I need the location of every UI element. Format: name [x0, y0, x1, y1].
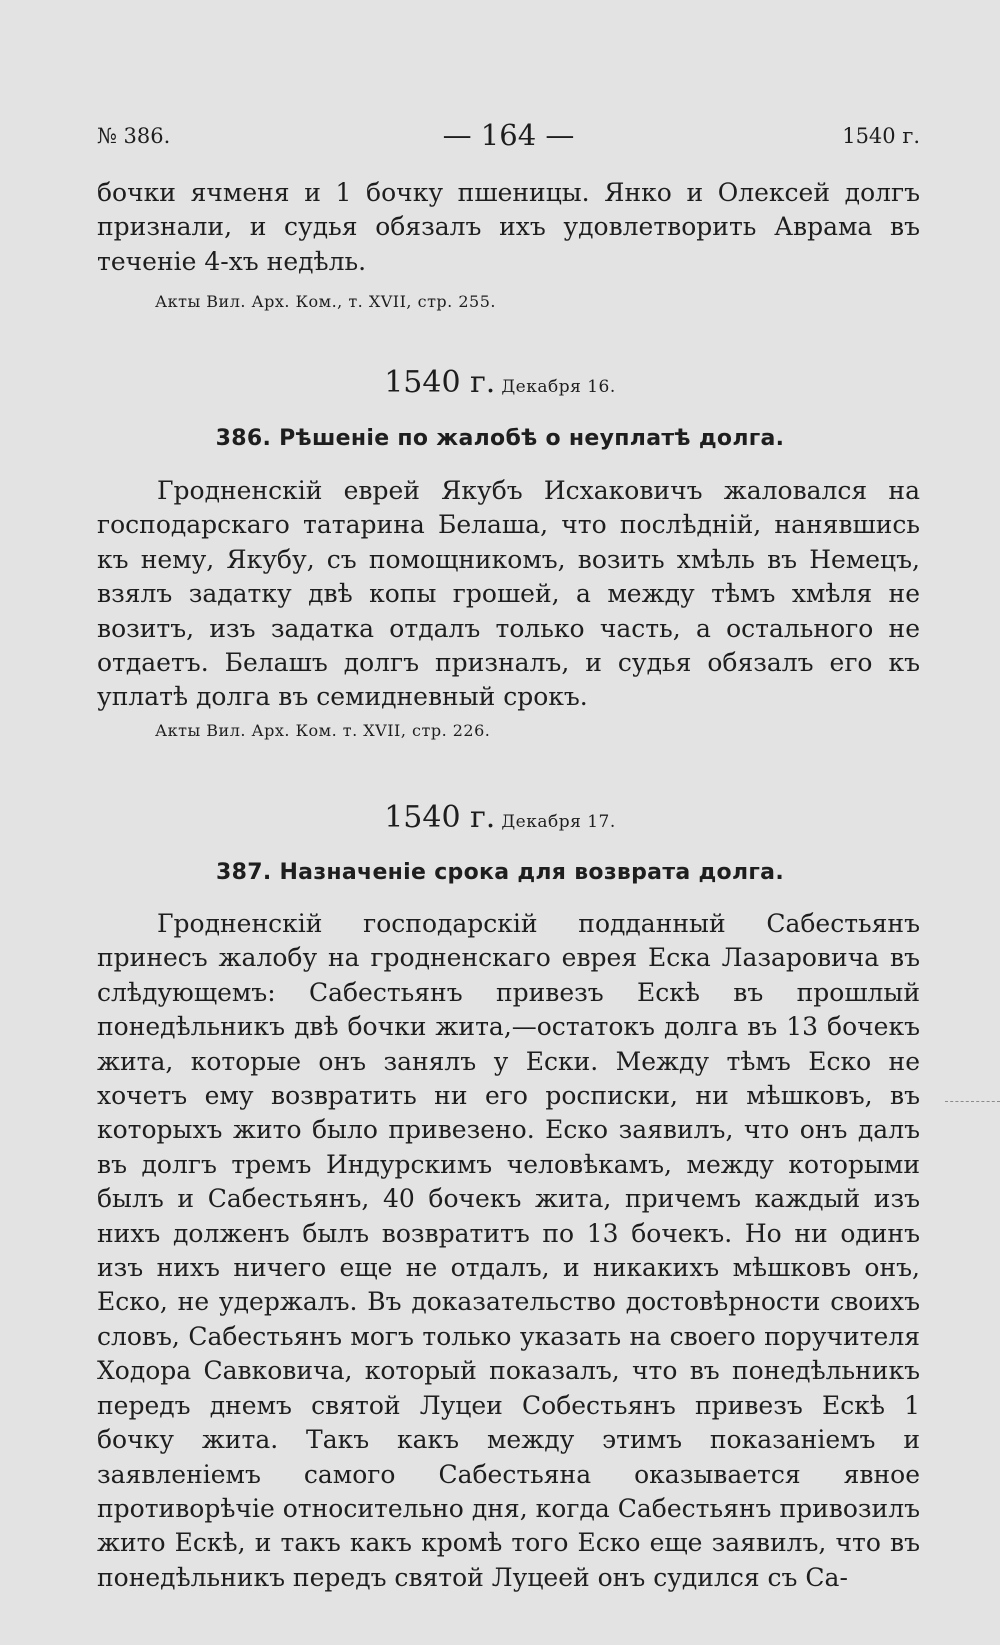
entry-386-text: Гродненскій еврей Якубъ Исхаковичъ жаловался на господарскаго татарина Белаша, что послѣдній, нанявшись къ нему, Якубу, съ помощникомъ, возить хмѣль въ Немецъ, взялъ задатку двѣ копы грошей, а между тѣмъ хмѣля не возитъ, изъ задатка отдалъ только часть, а остального не отдаетъ. Белашъ долгъ призналъ, и судья обязалъ его къ уплатѣ долга въ семидневный срокъ.: [97, 476, 920, 712]
entry-386-day: Декабря 16.: [501, 377, 616, 397]
entry-387-title: 387. Назначеніе срока для возврата долга.: [216, 860, 784, 885]
header-year: 1540 г.: [842, 124, 920, 148]
entry-387-date: [0, 800, 1000, 835]
margin-dash-mark: [945, 1101, 1000, 1102]
entry-386-paragraph: [97, 474, 920, 715]
entry-386-title: 386. Рѣшеніе по жалобѣ о неуплатѣ долга.: [215, 426, 785, 451]
continued-source-citation: Акты Вил. Арх. Ком., т. XVII, стр. 255.: [155, 292, 496, 311]
entry-387-day: Декабря 17.: [501, 812, 616, 832]
entry-386-year: 1540 г.: [384, 365, 496, 400]
entry-387-paragraph: [97, 907, 920, 1595]
entry-387-year: 1540 г.: [384, 800, 496, 835]
page-number: — 164 —: [442, 118, 575, 152]
entry-387-text: Гродненскій господарскій подданный Сабестьянъ принесъ жалобу на гродненскаго еврея Еска Лазаровича въ слѣдующемъ: Сабестьянъ привезъ Ескѣ въ прошлый понедѣльникъ двѣ бочки жита,—остатокъ долга въ 13 бочекъ жита, которые онъ занялъ у Ески. Между тѣмъ Еско не хочетъ ему возвратить ни его росписки, ни мѣшковъ, въ которыхъ жито было привезено. Еско заявилъ, что онъ далъ въ долгъ тремъ Индурскимъ человѣкамъ, между которыми былъ и Сабестьянъ, 40 бочекъ жита, причемъ каждый изъ нихъ долженъ былъ возвратитъ по 13 бочекъ. Но ни одинъ изъ нихъ ничего еще не отдалъ, и никакихъ мѣшковъ онъ, Еско, не удержалъ. Въ доказательство достовѣрности своихъ словъ, Сабестьянъ могъ только указать на своего поручителя Ходора Савковича, который показалъ, что въ понедѣльникъ передъ днемъ святой Луцеи Собестьянъ привезъ Ескѣ 1 бочку жита. Такъ какъ между этимъ показаніемъ и заявленіемъ самого Сабестьяна оказывается явное противорѣчіе относительно дня, когда Сабестьянъ привозилъ жито Ескѣ, и такъ какъ кромѣ того Еско еще заявилъ, что въ понедѣльникъ передъ святой Луцеей онъ судился съ Са-: [97, 909, 920, 1592]
document-number: № 386.: [97, 124, 171, 148]
entry-386-source-citation: Акты Вил. Арх. Ком. т. XVII, стр. 226.: [155, 721, 491, 740]
entry-386-date: [0, 365, 1000, 400]
page-header: [97, 118, 920, 158]
continued-paragraph: бочки ячменя и 1 бочку пшеницы. Янко и Олексей долгъ признали, и судья обязалъ ихъ удовлетворить Аврама въ теченіе 4-хъ недѣль.: [97, 178, 920, 276]
